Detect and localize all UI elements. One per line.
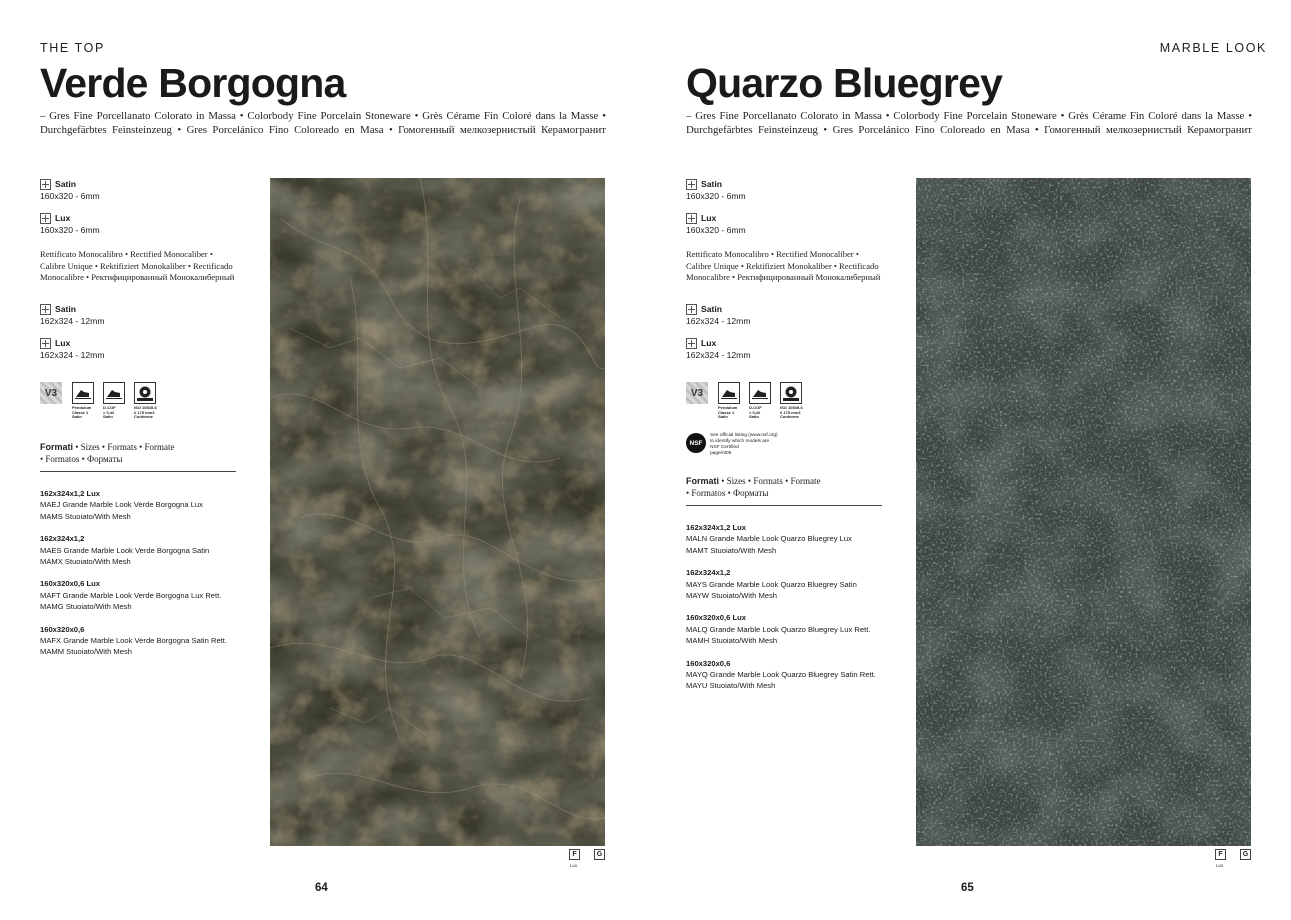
spec-block: [40, 213, 100, 236]
cert-pendulum: [718, 382, 740, 420]
code-size: 160x320x0,6: [40, 624, 85, 634]
code-line: MAMT Stuoiato/With Mesh: [686, 545, 777, 555]
nsf-text: See official listing (www.nsf.org): [710, 433, 778, 438]
note-line: Rettificato Monocalibro • Rectified Monocaliber •: [40, 249, 213, 259]
note-line: Calibre Unique • Rektifiziert Monokaliber • Rectificado: [686, 260, 879, 271]
code-size: 160x320x0,6: [686, 658, 731, 668]
cert-caption: > 0,42: [749, 409, 761, 415]
cert-caption: ISO 10545-6: [134, 405, 157, 410]
formats-label: Formati: [686, 476, 720, 486]
finish-grade-icons: [1215, 849, 1251, 868]
code-group: [40, 578, 227, 612]
cert-caption: > 0,42: [103, 409, 115, 415]
code-group: [40, 488, 227, 522]
subtitle-line: – Gres Fine Porcellanato Colorato in Massa • Colorbody Fine Porcelain Stoneware • Grès Cérame Fin Coloré dans la Masse •: [686, 110, 1252, 122]
certifications: [686, 382, 802, 420]
code-line: MAMH Stuoiato/With Mesh: [686, 636, 778, 646]
spec-size: 160x320 - 6mm: [686, 190, 746, 201]
code-line: MAMX Stuoiato/With Mesh: [40, 557, 131, 567]
spec-block: [40, 179, 100, 202]
slip-shoe-icon: [718, 382, 740, 404]
rectified-icon: [686, 213, 697, 224]
spec-size: 162x324 - 12mm: [40, 315, 105, 326]
nsf-text: page/nt05: [710, 451, 732, 456]
cert-caption: ≤ 175 mm3: [780, 409, 801, 415]
code-group: [40, 533, 227, 567]
nsf-certification: [686, 433, 790, 457]
spec-finish: Satin: [55, 304, 77, 314]
cert-dcof: [103, 382, 125, 420]
certifications: [40, 382, 156, 420]
spec-size: 160x320 - 6mm: [40, 190, 100, 201]
rectified-icon: [40, 304, 51, 315]
rectified-icon: [40, 213, 51, 224]
cert-caption: Conforme: [134, 414, 153, 420]
product-title: Quarzo Bluegrey: [686, 60, 1003, 106]
verde-borgogna-tile-image: [270, 178, 605, 846]
cert-caption: Classe 1: [718, 409, 735, 415]
spec-finish: Lux: [55, 213, 71, 223]
spec-finish: Lux: [55, 338, 71, 348]
formats-translations: • Formatos • Форматы: [686, 487, 769, 498]
note-line: Monocalibre • Ректифицированный Монокалиберный: [686, 272, 881, 282]
spec-size: 162x324 - 12mm: [686, 315, 751, 326]
spec-block: [40, 304, 105, 327]
quarzo-bluegrey-tile-image: [916, 178, 1251, 846]
rectified-note: [686, 249, 896, 284]
code-group: [686, 658, 876, 692]
code-group: [686, 612, 876, 646]
code-line: MAYQ Grande Marble Look Quarzo Bluegrey Satin Rett.: [686, 670, 876, 680]
code-size: 162x324x1,2: [686, 568, 731, 578]
cert-caption: ≤ 175 mm3: [134, 409, 155, 415]
code-line: MAYU Stuoiato/With Mesh: [686, 681, 776, 691]
spec-finish: Satin: [701, 304, 723, 314]
subtitle-line: Durchgefärbtes Feinsteinzeug • Gres Porcelánico Fino Coloreado en Masa • Гомогенный мелкозернистый Керамогранит: [686, 123, 1252, 136]
code-line: MAFX Grande Marble Look Verde Borgogna Satin Rett.: [40, 636, 227, 646]
subtitle-line: – Gres Fine Porcellanato Colorato in Massa • Colorbody Fine Porcelain Stoneware • Grès Cérame Fin Coloré dans la Masse •: [40, 110, 606, 122]
code-line: MAMM Stuoiato/With Mesh: [40, 647, 132, 657]
page-number: 64: [315, 882, 328, 894]
spec-finish: Lux: [701, 338, 717, 348]
product-subtitle: [40, 110, 606, 137]
spec-block: [686, 338, 751, 361]
cert-caption: D-COF: [103, 405, 116, 410]
code-size: 160x320x0,6 Lux: [40, 579, 100, 589]
slip-shoe-icon: [103, 382, 125, 404]
code-line: MAEJ Grande Marble Look Verde Borgogna Lux: [40, 500, 203, 510]
code-line: MAMS Stuoiato/With Mesh: [40, 511, 131, 521]
spec-size: 162x324 - 12mm: [40, 349, 105, 360]
formats-translations: • Formatos • Форматы: [40, 453, 123, 464]
finish-f-icon: F: [569, 849, 580, 860]
cert-caption: D-COF: [749, 405, 762, 410]
rectified-icon: [40, 179, 51, 190]
note-line: Monocalibre • Ректифицированный Монокалиберный: [40, 272, 235, 282]
cert-caption: Classe 1: [72, 409, 89, 415]
product-codes: [40, 488, 227, 669]
spec-block: [40, 338, 105, 361]
code-size: 162x324x1,2 Lux: [686, 523, 746, 532]
spec-finish: Satin: [701, 179, 723, 189]
code-line: MALQ Grande Marble Look Quarzo Bluegrey Lux Rett.: [686, 624, 871, 634]
section-kicker: THE TOP: [40, 41, 105, 55]
rectified-icon: [686, 179, 697, 190]
section-kicker: MARBLE LOOK: [1159, 41, 1267, 55]
cert-caption: Conforme: [780, 414, 799, 420]
cert-dcof: [749, 382, 771, 420]
subtitle-line: Durchgefärbtes Feinsteinzeug • Gres Porcelánico Fino Coloreado en Masa • Гомогенный мелкозернистый Керамогранит: [40, 123, 606, 136]
slip-shoe-icon: [72, 382, 94, 404]
code-line: MAES Grande Marble Look Verde Borgogna Satin: [40, 545, 210, 555]
cert-caption: Satin: [72, 414, 82, 420]
abrasion-disc-icon: [134, 382, 156, 404]
formats-translations: • Sizes • Formats • Formate: [73, 442, 175, 452]
code-line: MAYS Grande Marble Look Quarzo Bluegrey Satin: [686, 579, 857, 589]
finish-grade-icons: [569, 849, 605, 868]
spec-block: [686, 179, 746, 202]
cert-iso: [780, 382, 802, 420]
cert-caption: Satin: [103, 414, 113, 420]
code-line: MAFT Grande Marble Look Verde Borgogna Lux Rett.: [40, 590, 222, 600]
cert-iso: [134, 382, 156, 420]
code-group: [686, 522, 876, 556]
code-group: [686, 567, 876, 601]
spec-size: 160x320 - 6mm: [40, 224, 100, 235]
product-subtitle: [686, 110, 1252, 137]
cert-caption: ISO 10545-6: [780, 405, 803, 410]
left-page: [0, 0, 645, 920]
spec-size: 162x324 - 12mm: [686, 349, 751, 360]
product-title: Verde Borgogna: [40, 60, 346, 106]
page-number: 65: [961, 882, 974, 894]
slip-shoe-icon: [749, 382, 771, 404]
code-group: [40, 624, 227, 658]
shade-variation-icon: V3: [686, 382, 708, 404]
shade-variation-icon: V3: [40, 382, 62, 404]
spec-finish: Lux: [701, 213, 717, 223]
abrasion-disc-icon: [780, 382, 802, 404]
code-size: 162x324x1,2 Lux: [40, 489, 100, 498]
rectified-icon: [40, 338, 51, 349]
formats-heading: [686, 476, 882, 506]
cert-caption: Pendulum: [72, 405, 92, 410]
right-page: [646, 0, 1291, 920]
rectified-icon: [686, 304, 697, 315]
code-line: MAYW Stuoiato/With Mesh: [686, 591, 778, 601]
code-size: 162x324x1,2: [40, 534, 85, 544]
cert-v3: [686, 382, 708, 420]
nsf-text: NSF Certified: [710, 445, 739, 450]
formats-translations: • Sizes • Formats • Formate: [719, 476, 821, 486]
spec-block: [686, 304, 751, 327]
note-line: Calibre Unique • Rektifiziert Monokaliber • Rectificado: [40, 260, 233, 271]
finish-caption: Lux: [1216, 863, 1224, 868]
spec-size: 160x320 - 6mm: [686, 224, 746, 235]
cert-caption: Satin: [749, 414, 759, 420]
product-codes: [686, 522, 876, 703]
cert-caption: Satin: [718, 414, 728, 420]
cert-caption: Pendulum: [718, 405, 738, 410]
code-line: MAMG Stuoiato/With Mesh: [40, 602, 132, 612]
finish-g-icon: G: [1240, 849, 1251, 860]
nsf-text: to identify which models are: [710, 439, 770, 444]
code-line: MALN Grande Marble Look Quarzo Bluegrey Lux: [686, 534, 852, 544]
finish-f-icon: F: [1215, 849, 1226, 860]
nsf-badge-icon: NSF: [686, 433, 706, 453]
rectified-note: [40, 249, 250, 284]
spec-block: [686, 213, 746, 236]
cert-pendulum: [72, 382, 94, 420]
finish-g-icon: G: [594, 849, 605, 860]
formats-label: Formati: [40, 442, 74, 452]
spec-finish: Satin: [55, 179, 77, 189]
code-size: 160x320x0,6 Lux: [686, 613, 746, 623]
rectified-icon: [686, 338, 697, 349]
note-line: Rettificato Monocalibro • Rectified Monocaliber •: [686, 249, 859, 259]
cert-v3: [40, 382, 62, 420]
formats-heading: [40, 442, 236, 472]
finish-caption: Lux: [570, 863, 578, 868]
